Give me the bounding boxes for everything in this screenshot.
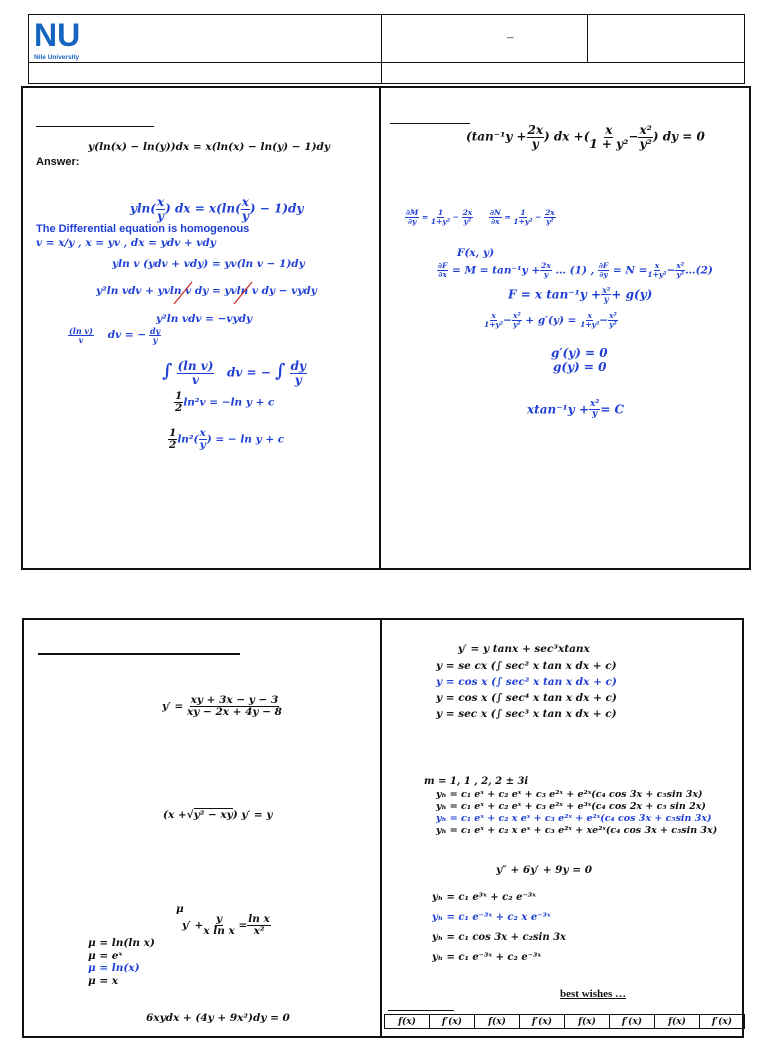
- best-wishes: best wishes …: [560, 988, 627, 1000]
- q1-step-4: y²ln vdv = −vydy: [156, 313, 253, 325]
- q9-option-2[interactable]: yₕ = c₁ e⁻³ˣ + c₂ x e⁻³ˣ: [432, 912, 551, 923]
- q4-equation: (x +√y² − xy) y′ = y: [163, 809, 273, 821]
- logo: [32, 17, 94, 59]
- q2-title-line: [390, 123, 470, 124]
- table-header-cell: f(x): [385, 1015, 430, 1029]
- header-divider-v1: [381, 15, 382, 83]
- q7-options: [436, 658, 617, 722]
- table-header-cell: f′(x): [610, 1015, 655, 1029]
- nile-university-logo-icon: [32, 17, 94, 51]
- header-dash: –: [507, 29, 514, 44]
- q5-option-1[interactable]: μ = ln(ln x): [88, 937, 155, 949]
- q7-equation: y′ = y tanx + sec³xtanx: [458, 643, 590, 655]
- q9-option-3[interactable]: yₕ = c₁ cos 3x + c₂sin 3x: [432, 932, 567, 943]
- q2-exactness: $\frac{\partial M}{\partial y}$ = $\frac{1}{\text{1+y²}}$ − $\frac{2x}{\text{y²}}$ $\frac{\partial N}{\partial x}$ = $\frac{1}{\text{1+y²}}$ − $\frac{2x}{\text{y²}}$: [406, 208, 555, 226]
- q7-option-1[interactable]: y = se cx (∫ sec² x tan x dx + c): [436, 660, 617, 672]
- q8-option-1[interactable]: yₕ = c₁ eˣ + c₂ eˣ + c₃ e²ˣ + e²ˣ(c₄ cos 3x + c₅sin 3x): [436, 789, 703, 800]
- q8-option-2[interactable]: yₕ = c₁ eˣ + c₂ eˣ + c₃ e²ˣ + e³ˣ(c₄ cos 2x + c₅ sin 2x): [436, 801, 706, 812]
- q1-step-6: ∫ $\frac{\text{(ln v)}}{v}$ dv = − ∫ $\frac{dy}{y}$: [162, 359, 306, 387]
- q2-partials: $\frac{\partial F}{\partial x}$ = M = tan⁻¹y + $\frac{2x}{y}$ … (1) , $\frac{\partial F}{\partial y}$ = N = $\frac{x}{\text{1+y²}}$ − $\frac{\text{x²}}{\text{y²}}$ …(2): [438, 261, 713, 279]
- q3-equation: y′ = $\frac{xy + 3x - y - 3}{xy - 2x + 4y - 8}$: [162, 694, 282, 719]
- footer-line: [388, 1010, 454, 1011]
- q9-options: [432, 888, 566, 968]
- q1-step-8: $\frac{1}{2}$ ln²( $\frac{x}{y}$ ) = − ln y + c: [169, 427, 285, 452]
- header-table: [28, 14, 745, 84]
- q8-option-3[interactable]: yₕ = c₁ eˣ + c₂ x eˣ + c₃ e²ˣ + e²ˣ(c₄ cos 3x + c₅sin 3x): [436, 813, 712, 824]
- strike-marks: [168, 280, 288, 306]
- q5-mu: μ: [176, 903, 184, 915]
- q1-title-line: [36, 126, 154, 127]
- q1-step-1: yln( $\frac{x}{y}$ ) dx = x(ln( $\frac{x}{y}$ ) − 1)dy: [130, 195, 304, 223]
- q5-option-4[interactable]: μ = x: [88, 974, 119, 987]
- q7-option-2[interactable]: y = cos x (∫ sec² x tan x dx + c): [436, 676, 617, 688]
- q8-options: [436, 789, 717, 837]
- q2-fxy: F(x, y): [457, 247, 495, 259]
- q5-option-3[interactable]: μ = ln(x): [88, 962, 140, 974]
- q1-equation: y(ln(x) − ln(y))dx = x(ln(x) − ln(y) − 1)dy: [88, 141, 330, 153]
- substitution: v = x/y , x = yv , dx = ydv + vdy: [36, 237, 216, 249]
- table-header-cell: f′(x): [520, 1015, 565, 1029]
- q2-equation: (tan⁻¹y + $\frac{2x}{y}$ ) dx +( $\frac{x}{\text{1 + y²}}$ − $\frac{\text{x²}}{\text{y²}}$ ) dy = 0: [466, 123, 705, 151]
- derivative-table: [384, 1014, 745, 1029]
- svg-text:NU: NU: [34, 17, 81, 51]
- q2-solution: xtan⁻¹y + $\frac{\text{x²}}{y}$ = C: [527, 399, 625, 420]
- q8-roots: m = 1, 1 , 2, 2 ± 3i: [424, 776, 529, 787]
- q7-option-4[interactable]: y = sec x (∫ sec³ x tan x dx + c): [436, 708, 617, 720]
- table-header-cell: f′(x): [430, 1015, 475, 1029]
- homogenous-note: The Differential equation is homogenous: [36, 223, 250, 235]
- q5-option-2[interactable]: μ = eˣ: [88, 949, 123, 962]
- q2-g0: g(y) = 0: [553, 360, 607, 374]
- answer-label: Answer:: [36, 156, 80, 168]
- q3-6-box: [22, 618, 382, 1038]
- q6-equation: 6xydx + (4y + 9x²)dy = 0: [146, 1012, 290, 1024]
- header-divider-v2: [587, 15, 588, 62]
- q5-equation: y′ + $\frac{y}{\text{x ln x}}$ = $\frac{\text{ln x}}{\text{x²}}$: [182, 913, 270, 938]
- q5-options: [88, 937, 155, 987]
- q2-gprime: $\frac{x}{\text{1+y²}}$ − $\frac{\text{x²}}{\text{y²}}$ + g′(y) = $\frac{x}{\text{1+y²}}$ − $\frac{\text{x²}}{\text{y²}}$: [484, 311, 617, 329]
- table-header-cell: f(x): [565, 1015, 610, 1029]
- q3-title-line: [38, 653, 240, 655]
- table-header-cell: f(x): [655, 1015, 700, 1029]
- logo-caption: Nile University: [34, 54, 80, 61]
- q7-option-3[interactable]: y = cos x (∫ sec⁴ x tan x dx + c): [436, 692, 617, 704]
- q1-step-7: $\frac{1}{2}$ ln²v = −ln y + c: [175, 390, 275, 415]
- table-header-cell: f′(x): [700, 1015, 745, 1029]
- header-divider-h: [29, 62, 744, 63]
- q1-step-3: y²ln vdv + yvln v dy = yvln v dy − vydy: [96, 285, 317, 297]
- q8-option-4[interactable]: yₕ = c₁ eˣ + c₂ x eˣ + c₃ e²ˣ + xe²ˣ(c₄ cos 3x + c₅sin 3x): [436, 825, 718, 836]
- q9-option-1[interactable]: yₕ = c₁ e³ˣ + c₂ e⁻³ˣ: [432, 892, 536, 903]
- q1-step-5: $\frac{\text{(ln v)}}{v}$ dv = − $\frac{dy}{y}$: [69, 326, 161, 346]
- q2-F: F = x tan⁻¹y + $\frac{\text{x²}}{y}$ + g(y): [508, 285, 653, 305]
- q9-option-4[interactable]: yₕ = c₁ e⁻³ˣ + c₂ e⁻³ˣ: [432, 952, 542, 963]
- q9-equation: y″ + 6y′ + 9y = 0: [496, 864, 593, 876]
- q2-gp0: g′(y) = 0: [551, 346, 608, 360]
- table-header-row: [385, 1015, 745, 1029]
- table-header-cell: f(x): [475, 1015, 520, 1029]
- q1-step-2: yln v (ydv + vdy) = yv(ln v − 1)dy: [112, 258, 305, 270]
